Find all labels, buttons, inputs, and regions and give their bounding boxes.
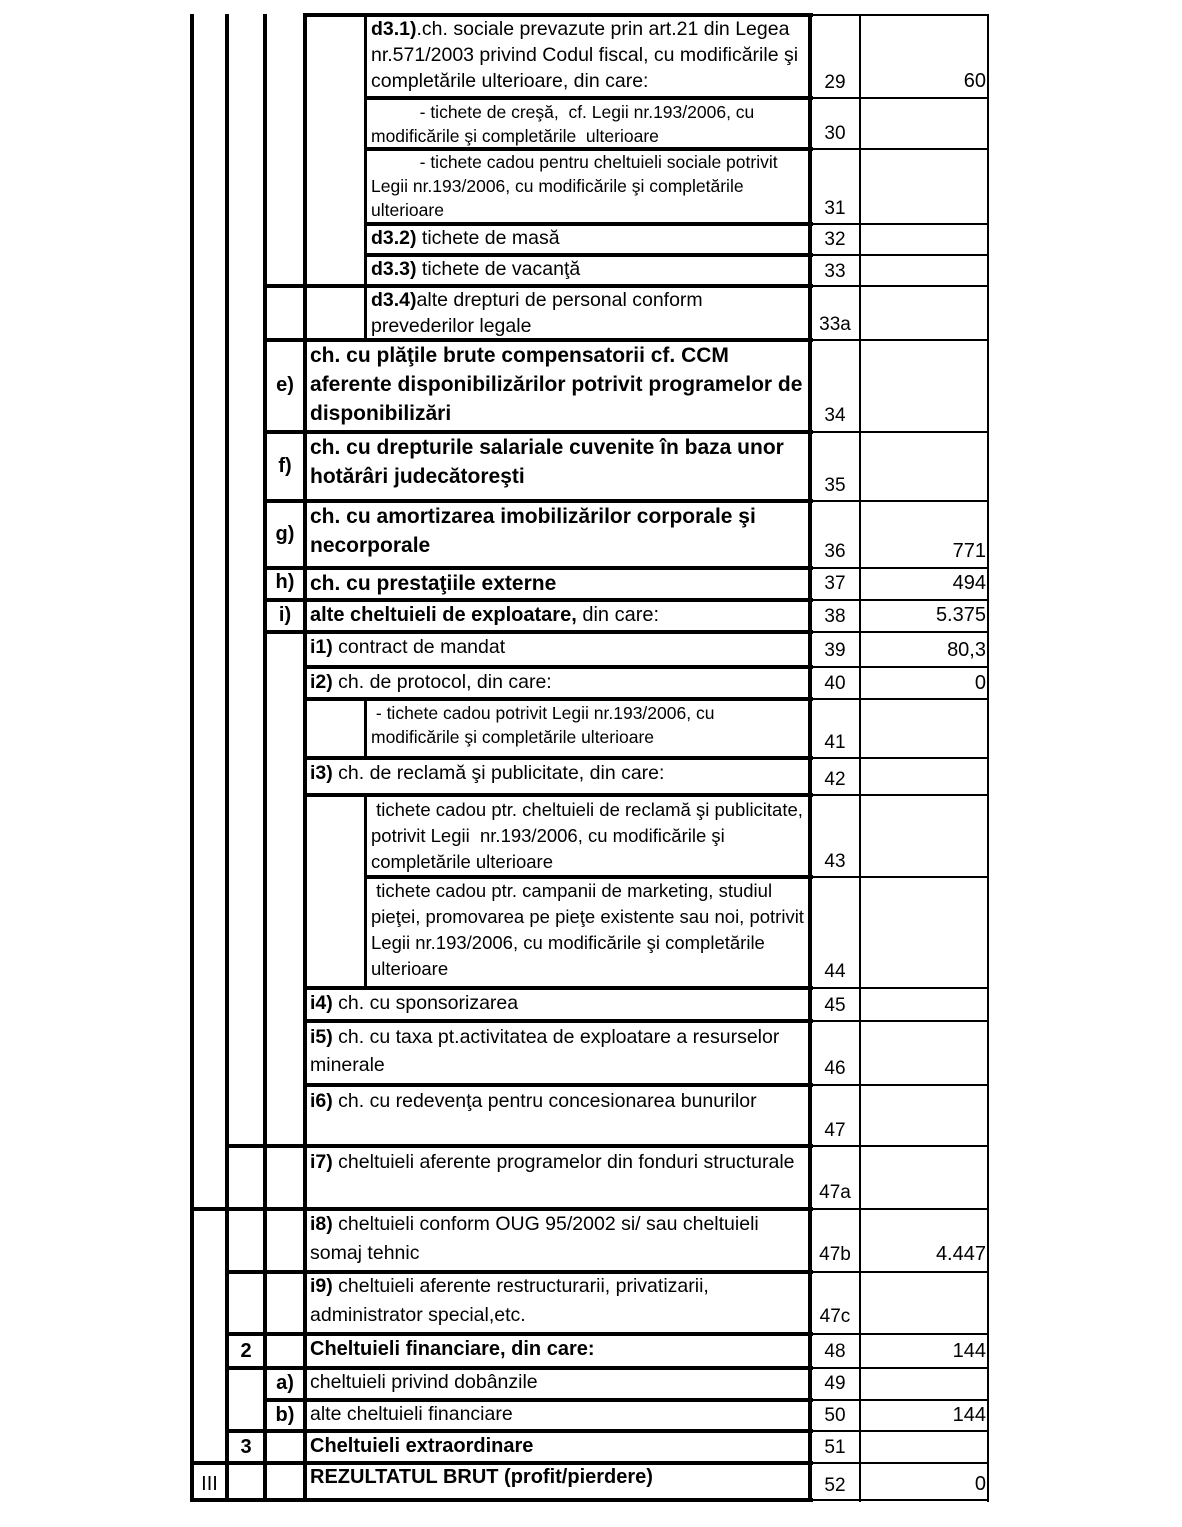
row-text: tichete de vacanţă [416, 258, 581, 280]
row-prefix: d3.4) [371, 289, 417, 311]
row-code: 36 [824, 541, 846, 562]
row-description [306, 1148, 806, 1177]
row-value: 771 [952, 540, 986, 562]
row-code: 31 [824, 198, 846, 219]
row-code: 51 [824, 1437, 846, 1458]
row-prefix: i3) [310, 762, 333, 784]
row-text: .ch. sociale prevazute prin art.21 din Legea nr.571/2003 privind Codul fiscal, cu modificările şi completările ulterioare, din care: [371, 18, 799, 92]
row-label: f) [278, 455, 292, 477]
row-description [367, 797, 807, 875]
row-border [811, 148, 989, 150]
row-label: g) [275, 523, 295, 545]
row-code: 34 [824, 405, 846, 426]
row-text: ch. cu redevenţa pentru concesionarea bunurilor [332, 1090, 757, 1112]
row-code: 50 [824, 1405, 846, 1426]
row-prefix: i4) [310, 992, 333, 1014]
row-description [306, 1432, 806, 1461]
row-border [811, 666, 989, 668]
row-text: alte cheltuieli financiare [310, 1403, 513, 1425]
row-text: ch. cu taxa pt.activitatea de exploatare a resurselor minerale [310, 1026, 780, 1076]
row-code: 46 [824, 1058, 846, 1079]
row-border [811, 1271, 989, 1273]
row-code: 44 [824, 961, 846, 982]
row-text: - tichete cadou potrivit Legii nr.193/2006, cu modificările şi completările ulterioare [371, 703, 720, 747]
row-text: cheltuieli aferente programelor din fonduri structurale [332, 1151, 795, 1173]
row-description [367, 287, 807, 339]
row-prefix: i7) [310, 1151, 333, 1173]
table-bottom-border [811, 1499, 989, 1501]
row-border [811, 339, 989, 341]
row-border [811, 1084, 989, 1086]
row-border [811, 1462, 989, 1464]
row-prefix: d3.1) [371, 18, 417, 40]
row-label: h) [275, 571, 295, 593]
row-code: 33 [824, 261, 846, 282]
row-label: e) [276, 374, 294, 396]
row-text: cheltuieli privind dobânzile [310, 1371, 538, 1393]
row-prefix: i9) [310, 1275, 333, 1297]
row-description [306, 634, 806, 660]
row-description [306, 1463, 806, 1492]
row-text: REZULTATUL BRUT (profit/pierdere) [310, 1466, 653, 1488]
row-code: 43 [824, 851, 846, 872]
row-value: 0 [974, 1473, 986, 1495]
row-value: 4.447 [935, 1243, 986, 1265]
row-description [306, 1087, 806, 1115]
row-code: 48 [824, 1341, 846, 1362]
col1-left-border [190, 14, 194, 1502]
row-code: 42 [824, 769, 846, 790]
row-border [811, 1430, 989, 1432]
row-value: 0 [974, 672, 986, 694]
row-border [811, 794, 989, 796]
row-code: 45 [824, 995, 846, 1016]
row-text: ch. cu drepturile salariale cuvenite în baza unor hotărâri judecătoreşti [310, 436, 784, 488]
row-description [367, 225, 807, 251]
row-description [306, 990, 806, 1016]
row-description [367, 100, 807, 148]
row-border [811, 223, 989, 225]
row-description [367, 256, 807, 282]
row-text: ch. de reclamă şi publicitate, din care: [332, 762, 665, 784]
row-code: 38 [824, 606, 846, 627]
row-code: 39 [824, 640, 846, 661]
row-description [306, 669, 806, 695]
row-text: contract de mandat [332, 636, 506, 658]
row-description [306, 1335, 806, 1364]
row-prefix: i5) [310, 1026, 333, 1048]
row-text: alte drepturi de personal conform prevederilor legale [371, 289, 703, 337]
row-border [811, 631, 989, 633]
row-description [306, 1401, 806, 1427]
row-border [811, 599, 989, 601]
row-code: 47b [819, 1244, 851, 1265]
row-text: ch. cu prestaţiile externe [310, 572, 557, 595]
row-description [367, 16, 807, 94]
row-value: 144 [952, 1340, 986, 1362]
row-border [811, 1367, 989, 1369]
row-text: ch. cu sponsorizarea [332, 992, 519, 1014]
row-description [306, 341, 806, 428]
row-value: 80,3 [947, 639, 986, 661]
row-text: - tichete de creşă, cf. Legii nr.193/2006, cu modificările şi completările ulterioare [371, 102, 760, 146]
row-code: 35 [824, 475, 846, 496]
row-code: 52 [824, 1475, 846, 1496]
row-description [306, 1210, 806, 1268]
row-prefix: alte cheltuieli de exploatare, [310, 604, 577, 626]
row-text: din care: [576, 604, 660, 626]
row-label: 3 [240, 1436, 252, 1458]
row-text: Cheltuieli extraordinare [310, 1435, 534, 1457]
row-border [811, 500, 989, 502]
row-border [811, 876, 989, 878]
row-value: 5.375 [935, 604, 986, 626]
row-border [811, 97, 989, 99]
row-code: 47c [819, 1306, 851, 1327]
row-description [306, 1023, 806, 1079]
row-description [367, 701, 807, 749]
row-prefix: i8) [310, 1213, 333, 1235]
row-label: b) [275, 1404, 295, 1426]
row-description [367, 150, 807, 222]
row-label: i) [278, 604, 292, 626]
row-prefix: d3.2) [371, 227, 417, 249]
row-code: 30 [824, 123, 846, 144]
row-border [811, 1208, 989, 1210]
row-text: Cheltuieli financiare, din care: [310, 1338, 595, 1360]
row-code: 41 [824, 732, 846, 753]
table-bottom-border [190, 1498, 813, 1502]
row-description [306, 1369, 806, 1395]
row-text: tichete cadou ptr. cheltuieli de reclamă şi publicitate, potrivit Legii nr.193/2006, cu modificările şi completările ulterioare [371, 799, 809, 872]
row-code: 47 [824, 1120, 846, 1141]
row-border [811, 987, 989, 989]
row-code: 32 [824, 229, 846, 250]
row-text: ch. cu amortizarea imobilizărilor corporale şi necorporale [310, 505, 756, 557]
row-prefix: d3.3) [371, 258, 417, 280]
row-border [811, 1020, 989, 1022]
row-text: ch. cu plăţile brute compensatorii cf. CCM aferente disponibilizărilor potrivit programelor de disponibilizări [310, 344, 803, 425]
row-code: 47a [819, 1182, 851, 1203]
row-description [306, 502, 806, 560]
row-description [306, 1272, 806, 1330]
row-text: tichete de masă [416, 227, 560, 249]
row-border [811, 254, 989, 256]
row-border [811, 1333, 989, 1335]
row-value: 494 [952, 572, 986, 594]
row-code: 37 [824, 573, 846, 594]
row-prefix: i1) [310, 636, 333, 658]
row-label: a) [276, 1372, 294, 1394]
row-value: 60 [963, 70, 986, 92]
row-description [306, 569, 806, 598]
row-description [306, 760, 806, 786]
row-label: 2 [240, 1340, 252, 1362]
row-text: cheltuieli aferente restructurarii, privatizarii, administrator special,etc. [310, 1275, 709, 1326]
row-border [811, 698, 989, 700]
row-value: 144 [952, 1404, 986, 1426]
col3-left-border [263, 14, 267, 1502]
row-prefix: i6) [310, 1090, 333, 1112]
row-code: 33a [819, 314, 851, 335]
row-border [811, 285, 989, 287]
col2-left-border [225, 14, 229, 1502]
row-code: 49 [824, 1373, 846, 1394]
row-code: 40 [824, 673, 846, 694]
row-description [306, 433, 806, 491]
row-text: tichete cadou ptr. campanii de marketing, studiul pieţei, promovarea pe pieţe existente sau noi, potrivit Legii nr.193/2006, cu modificările şi completările ulterioare [371, 880, 810, 979]
row-border [811, 757, 989, 759]
row-border [811, 1399, 989, 1401]
row-code: 29 [824, 72, 846, 93]
row-text: - tichete cadou pentru cheltuieli sociale potrivit Legii nr.193/2006, cu modificările şi completările ulterioare [371, 152, 793, 220]
row-prefix: i2) [310, 671, 333, 693]
row-border [811, 1145, 989, 1147]
row-description [367, 878, 810, 982]
row-border [811, 567, 989, 569]
row-border [811, 431, 989, 433]
row-label: III [201, 1473, 218, 1495]
row-description [306, 601, 806, 630]
row-text: cheltuieli conform OUG 95/2002 si/ sau cheltuieli somaj tehnic [310, 1213, 759, 1264]
row-text: ch. de protocol, din care: [332, 671, 552, 693]
row-border [811, 14, 989, 16]
